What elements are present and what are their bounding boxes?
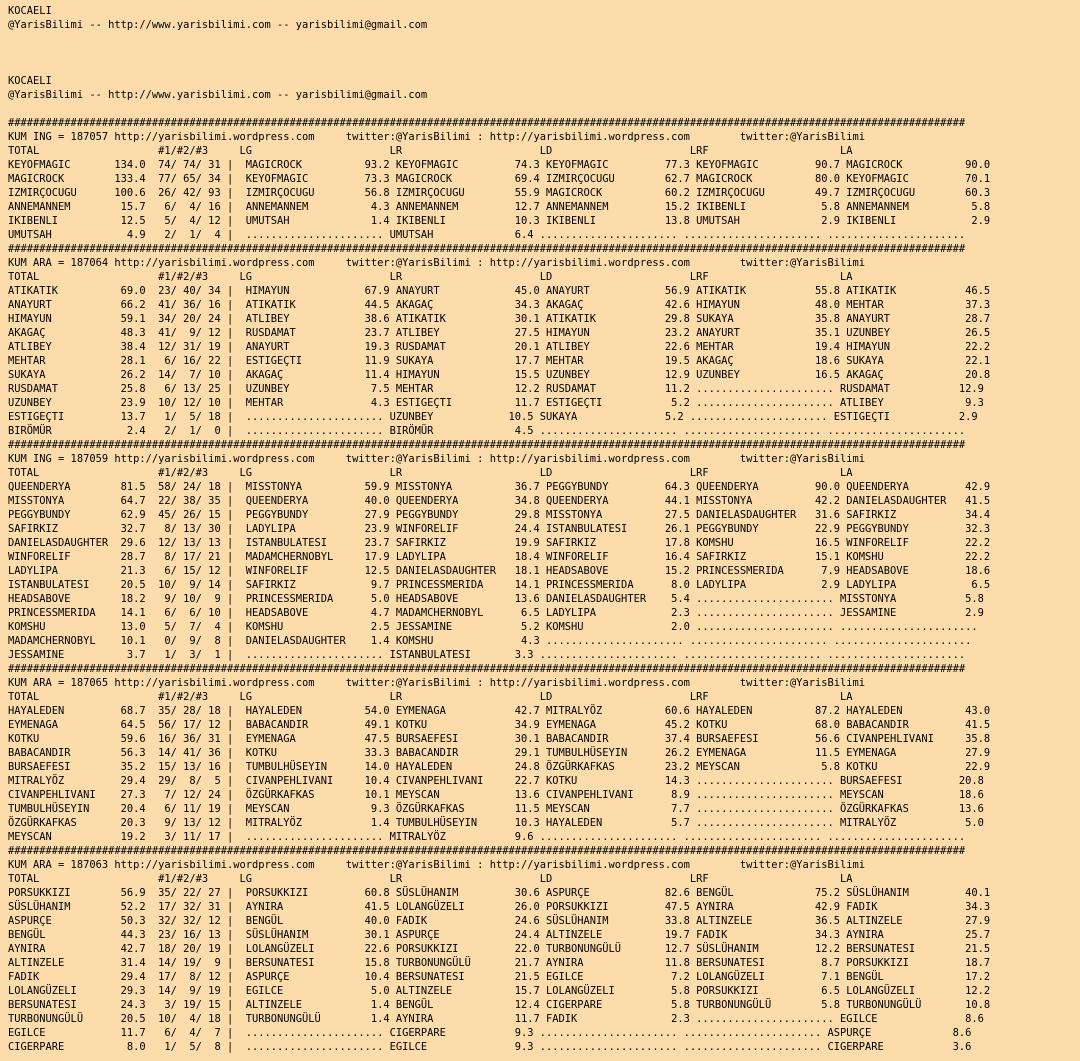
report-line: #########################################################################################################################################################: [8, 845, 966, 857]
report-line: ALTINZELE 31.4 14/ 19/ 9 | BERSUNATESI 15.8 TURBONUNGÜLÜ 21.7 AYNIRA 11.8 BERSUNATESI 8.7 PORSUKKIZI 18.7: [8, 957, 991, 969]
report-line: CIGERPARE 8.0 1/ 5/ 8 | ...................... EGILCE 9.3 ...................... ...................... CIGERPARE 3.6: [8, 1041, 972, 1053]
report-line: RUSDAMAT 25.8 6/ 13/ 25 | UZUNBEY 7.5 MEHTAR 12.2 RUSDAMAT 11.2 ...................... RUSDAMAT 12.9: [8, 383, 984, 395]
report-line: MITRALYÖZ 29.4 29/ 8/ 5 | CIVANPEHLIVANI 10.4 CIVANPEHLIVANI 22.7 KOTKU 14.3 ...................... BURSAEFESI 20.8: [8, 775, 984, 787]
report-line: MEHTAR 28.1 6/ 16/ 22 | ESTIGEÇTI 11.9 SUKAYA 17.7 MEHTAR 19.5 AKAGAÇ 18.6 SUKAYA 22.1: [8, 355, 991, 367]
report-line: MADAMCHERNOBYL 10.1 0/ 9/ 8 | DANIELASDAUGHTER 1.4 KOMSHU 4.3 ...................... ...................... ......................: [8, 635, 972, 647]
report-line: TOTAL #1/#2/#3 LG LR LD LRF LA: [8, 467, 853, 479]
report-line: ATIKATIK 69.0 23/ 40/ 34 | HIMAYUN 67.9 ANAYURT 45.0 ANAYURT 56.9 ATIKATIK 55.8 ATIKATIK 46.5: [8, 285, 991, 297]
report-line: ÖZGÜRKAFKAS 20.3 9/ 13/ 12 | MITRALYÖZ 1.4 TUMBULHÜSEYIN 10.3 HAYALEDEN 5.7 ...................... MITRALYÖZ 5.0: [8, 817, 984, 829]
report-line: KOCAELI: [8, 5, 52, 17]
report-line: #########################################################################################################################################################: [8, 243, 966, 255]
report-line: IZMIRÇOCUGU 100.6 26/ 42/ 93 | IZMIRÇOCUGU 56.8 IZMIRÇOCUGU 55.9 MAGICROCK 60.2 IZMIRÇOCUGU 49.7 IZMIRÇOCUGU 60.3: [8, 187, 991, 199]
report-line: KOTKU 59.6 16/ 36/ 31 | EYMENAGA 47.5 BURSAEFESI 30.1 BABACANDIR 37.4 BURSAEFESI 56.6 CIVANPEHLIVANI 35.8: [8, 733, 991, 745]
report-line: ESTIGEÇTI 13.7 1/ 5/ 18 | ...................... UZUNBEY 10.5 SUKAYA 5.2 ...................... ESTIGEÇTI 2.9: [8, 411, 978, 423]
report-line: @YarisBilimi -- http://www.yarisbilimi.com -- yarisbilimi@gmail.com: [8, 19, 428, 31]
report-line: TOTAL #1/#2/#3 LG LR LD LRF LA: [8, 691, 853, 703]
report-line: ANNEMANNEM 15.7 6/ 4/ 16 | ANNEMANNEM 4.3 ANNEMANNEM 12.7 ANNEMANNEM 15.2 IKIBENLI 5.8 ANNEMANNEM 5.8: [8, 201, 991, 213]
report-line: TOTAL #1/#2/#3 LG LR LD LRF LA: [8, 873, 853, 885]
report-line: SAFIRKIZ 32.7 8/ 13/ 30 | LADYLIPA 23.9 WINFORELIF 24.4 ISTANBULATESI 26.1 PEGGYBUNDY 22.9 PEGGYBUNDY 32.3: [8, 523, 991, 535]
report-line: IKIBENLI 12.5 5/ 4/ 12 | UMUTSAH 1.4 IKIBENLI 10.3 IKIBENLI 13.8 UMUTSAH 2.9 IKIBENLI 2.9: [8, 215, 991, 227]
report-line: KUM ING = 187057 http://yarisbilimi.wordpress.com twitter:@YarisBilimi : http://yarisbilimi.wordpress.com twitter:@YarisBilimi: [8, 131, 866, 143]
report-line: KUM ING = 187059 http://yarisbilimi.wordpress.com twitter:@YarisBilimi : http://yarisbilimi.wordpress.com twitter:@YarisBilimi: [8, 453, 866, 465]
report-line: HAYALEDEN 68.7 35/ 28/ 18 | HAYALEDEN 54.0 EYMENAGA 42.7 MITRALYÖZ 60.6 HAYALEDEN 87.2 HAYALEDEN 43.0: [8, 705, 991, 717]
report-line: KOMSHU 13.0 5/ 7/ 4 | KOMSHU 2.5 JESSAMINE 5.2 KOMSHU 2.0 ...................... ......................: [8, 621, 978, 633]
report-line: BIRÖMÜR 2.4 2/ 1/ 0 | ...................... BIRÖMÜR 4.5 ...................... ...................... ......................: [8, 425, 966, 437]
report-line: DANIELASDAUGHTER 29.6 12/ 13/ 13 | ISTANBULATESI 23.7 SAFIRKIZ 19.9 SAFIRKIZ 17.8 KOMSHU 16.5 WINFORELIF 22.2: [8, 537, 991, 549]
report-line: @YarisBilimi -- http://www.yarisbilimi.com -- yarisbilimi@gmail.com: [8, 89, 428, 101]
report-line: SUKAYA 26.2 14/ 7/ 10 | AKAGAÇ 11.4 HIMAYUN 15.5 UZUNBEY 12.9 UZUNBEY 16.5 AKAGAÇ 20.8: [8, 369, 991, 381]
report-line: BURSAEFESI 35.2 15/ 13/ 16 | TUMBULHÜSEYIN 14.0 HAYALEDEN 24.8 ÖZGÜRKAFKAS 23.2 MEYSCAN 5.8 KOTKU 22.9: [8, 761, 991, 773]
report-line: CIVANPEHLIVANI 27.3 7/ 12/ 24 | ÖZGÜRKAFKAS 10.1 MEYSCAN 13.6 CIVANPEHLIVANI 8.9 ...................... MEYSCAN 18.6: [8, 789, 984, 801]
report-line: PRINCESSMERIDA 14.1 6/ 6/ 10 | HEADSABOVE 4.7 MADAMCHERNOBYL 6.5 LADYLIPA 2.3 ...................... JESSAMINE 2.9: [8, 607, 984, 619]
report-line: KUM ARA = 187065 http://yarisbilimi.wordpress.com twitter:@YarisBilimi : http://yarisbilimi.wordpress.com twitter:@YarisBilimi: [8, 677, 866, 689]
report-line: BABACANDIR 56.3 14/ 41/ 36 | KOTKU 33.3 BABACANDIR 29.1 TUMBULHÜSEYIN 26.2 EYMENAGA 11.5 EYMENAGA 27.9: [8, 747, 991, 759]
report-line: AYNIRA 42.7 18/ 20/ 19 | LOLANGÜZELI 22.6 PORSUKKIZI 22.0 TURBONUNGÜLÜ 12.7 SÜSLÜHANIM 12.2 BERSUNATESI 21.5: [8, 943, 991, 955]
report-line: JESSAMINE 3.7 1/ 3/ 1 | ...................... ISTANBULATESI 3.3 ...................... ...................... ......................: [8, 649, 966, 661]
report-line: ISTANBULATESI 20.5 10/ 9/ 14 | SAFIRKIZ 9.7 PRINCESSMERIDA 14.1 PRINCESSMERIDA 8.0 LADYLIPA 2.9 LADYLIPA 6.5: [8, 579, 991, 591]
report-line: MISSTONYA 64.7 22/ 38/ 35 | QUEENDERYA 40.0 QUEENDERYA 34.8 QUEENDERYA 44.1 MISSTONYA 42.2 DANIELASDAUGHTER 41.5: [8, 495, 991, 507]
report-line: SÜSLÜHANIM 52.2 17/ 32/ 31 | AYNIRA 41.5 LOLANGÜZELI 26.0 PORSUKKIZI 47.5 AYNIRA 42.9 FADIK 34.3: [8, 901, 991, 913]
report-line: HIMAYUN 59.1 34/ 20/ 24 | ATLIBEY 38.6 ATIKATIK 30.1 ATIKATIK 29.8 SUKAYA 35.8 ANAYURT 28.7: [8, 313, 991, 325]
report-line: PEGGYBUNDY 62.9 45/ 26/ 15 | PEGGYBUNDY 27.9 PEGGYBUNDY 29.8 MISSTONYA 27.5 DANIELASDAUGHTER 31.6 SAFIRKIZ 34.4: [8, 509, 991, 521]
report-line: BENGÜL 44.3 23/ 16/ 13 | SÜSLÜHANIM 30.1 ASPURÇE 24.4 ALTINZELE 19.7 FADIK 34.3 AYNIRA 25.7: [8, 929, 991, 941]
report-line: EYMENAGA 64.5 56/ 17/ 12 | BABACANDIR 49.1 KOTKU 34.9 EYMENAGA 45.2 KOTKU 68.0 BABACANDIR 41.5: [8, 719, 991, 731]
report-line: LADYLIPA 21.3 6/ 15/ 12 | WINFORELIF 12.5 DANIELASDAUGHTER 18.1 HEADSABOVE 15.2 PRINCESSMERIDA 7.9 HEADSABOVE 18.6: [8, 565, 991, 577]
report-line: KOCAELI: [8, 75, 52, 87]
report-line: EGILCE 11.7 6/ 4/ 7 | ...................... CIGERPARE 9.3 ...................... ...................... ASPURÇE 8.6: [8, 1027, 972, 1039]
report-line: HEADSABOVE 18.2 9/ 10/ 9 | PRINCESSMERIDA 5.0 HEADSABOVE 13.6 DANIELASDAUGHTER 5.4 ...................... MISSTONYA 5.8: [8, 593, 984, 605]
report-line: KEYOFMAGIC 134.0 74/ 74/ 31 | MAGICROCK 93.2 KEYOFMAGIC 74.3 KEYOFMAGIC 77.3 KEYOFMAGIC 90.7 MAGICROCK 90.0: [8, 159, 991, 171]
report-line: LOLANGÜZELI 29.3 14/ 9/ 19 | EGILCE 5.0 ALTINZELE 15.7 LOLANGÜZELI 5.8 PORSUKKIZI 6.5 LOLANGÜZELI 12.2: [8, 985, 991, 997]
report-line: PORSUKKIZI 56.9 35/ 22/ 27 | PORSUKKIZI 60.8 SÜSLÜHANIM 30.6 ASPURÇE 82.6 BENGÜL 75.2 SÜSLÜHANIM 40.1: [8, 887, 991, 899]
report-line: UZUNBEY 23.9 10/ 12/ 10 | MEHTAR 4.3 ESTIGEÇTI 11.7 ESTIGEÇTI 5.2 ...................... ATLIBEY 9.3: [8, 397, 984, 409]
report-line: MEYSCAN 19.2 3/ 11/ 17 | ...................... MITRALYÖZ 9.6 ...................... ...................... ......................: [8, 831, 966, 843]
report-line: FADIK 29.4 17/ 8/ 12 | ASPURÇE 10.4 BERSUNATESI 21.5 EGILCE 7.2 LOLANGÜZELI 7.1 BENGÜL 17.2: [8, 971, 991, 983]
report-line: KUM ARA = 187063 http://yarisbilimi.wordpress.com twitter:@YarisBilimi : http://yarisbilimi.wordpress.com twitter:@YarisBilimi: [8, 859, 866, 871]
report-line: AKAGAÇ 48.3 41/ 9/ 12 | RUSDAMAT 23.7 ATLIBEY 27.5 HIMAYUN 23.2 ANAYURT 35.1 UZUNBEY 26.5: [8, 327, 991, 339]
report-line: ASPURÇE 50.3 32/ 32/ 12 | BENGÜL 40.0 FADIK 24.6 SÜSLÜHANIM 33.8 ALTINZELE 36.5 ALTINZELE 27.9: [8, 915, 991, 927]
report-line: TOTAL #1/#2/#3 LG LR LD LRF LA: [8, 145, 853, 157]
report-line: UMUTSAH 4.9 2/ 1/ 4 | ...................... UMUTSAH 6.4 ...................... ...................... ......................: [8, 229, 966, 241]
report-line: WINFORELIF 28.7 8/ 17/ 21 | MADAMCHERNOBYL 17.9 LADYLIPA 18.4 WINFORELIF 16.4 SAFIRKIZ 15.1 KOMSHU 22.2: [8, 551, 991, 563]
report-line: #########################################################################################################################################################: [8, 439, 966, 451]
report-line: TURBONUNGÜLÜ 20.5 10/ 4/ 18 | TURBONUNGÜLÜ 1.4 AYNIRA 11.7 FADIK 2.3 ...................... EGILCE 8.6: [8, 1013, 984, 1025]
report-line: MAGICROCK 133.4 77/ 65/ 34 | KEYOFMAGIC 73.3 MAGICROCK 69.4 IZMIRÇOCUGU 62.7 MAGICROCK 80.0 KEYOFMAGIC 70.1: [8, 173, 991, 185]
report-line: #########################################################################################################################################################: [8, 663, 966, 675]
report-line: KUM ARA = 187064 http://yarisbilimi.wordpress.com twitter:@YarisBilimi : http://yarisbilimi.wordpress.com twitter:@YarisBilimi: [8, 257, 866, 269]
report-line: QUEENDERYA 81.5 58/ 24/ 18 | MISSTONYA 59.9 MISSTONYA 36.7 PEGGYBUNDY 64.3 QUEENDERYA 90.0 QUEENDERYA 42.9: [8, 481, 991, 493]
report-line: BERSUNATESI 24.3 3/ 19/ 15 | ALTINZELE 1.4 BENGÜL 12.4 CIGERPARE 5.8 TURBONUNGÜLÜ 5.8 TURBONUNGÜLÜ 10.8: [8, 999, 991, 1011]
report-line: TUMBULHÜSEYIN 20.4 6/ 11/ 19 | MEYSCAN 9.3 ÖZGÜRKAFKAS 11.5 MEYSCAN 7.7 ...................... ÖZGÜRKAFKAS 13.6: [8, 803, 984, 815]
report-line: TOTAL #1/#2/#3 LG LR LD LRF LA: [8, 271, 853, 283]
report-line: ATLIBEY 38.4 12/ 31/ 19 | ANAYURT 19.3 RUSDAMAT 20.1 ATLIBEY 22.6 MEHTAR 19.4 HIMAYUN 22.2: [8, 341, 991, 353]
report-line: ANAYURT 66.2 41/ 36/ 16 | ATIKATIK 44.5 AKAGAÇ 34.3 AKAGAÇ 42.6 HIMAYUN 48.0 MEHTAR 37.3: [8, 299, 991, 311]
report-line: #########################################################################################################################################################: [8, 117, 966, 129]
